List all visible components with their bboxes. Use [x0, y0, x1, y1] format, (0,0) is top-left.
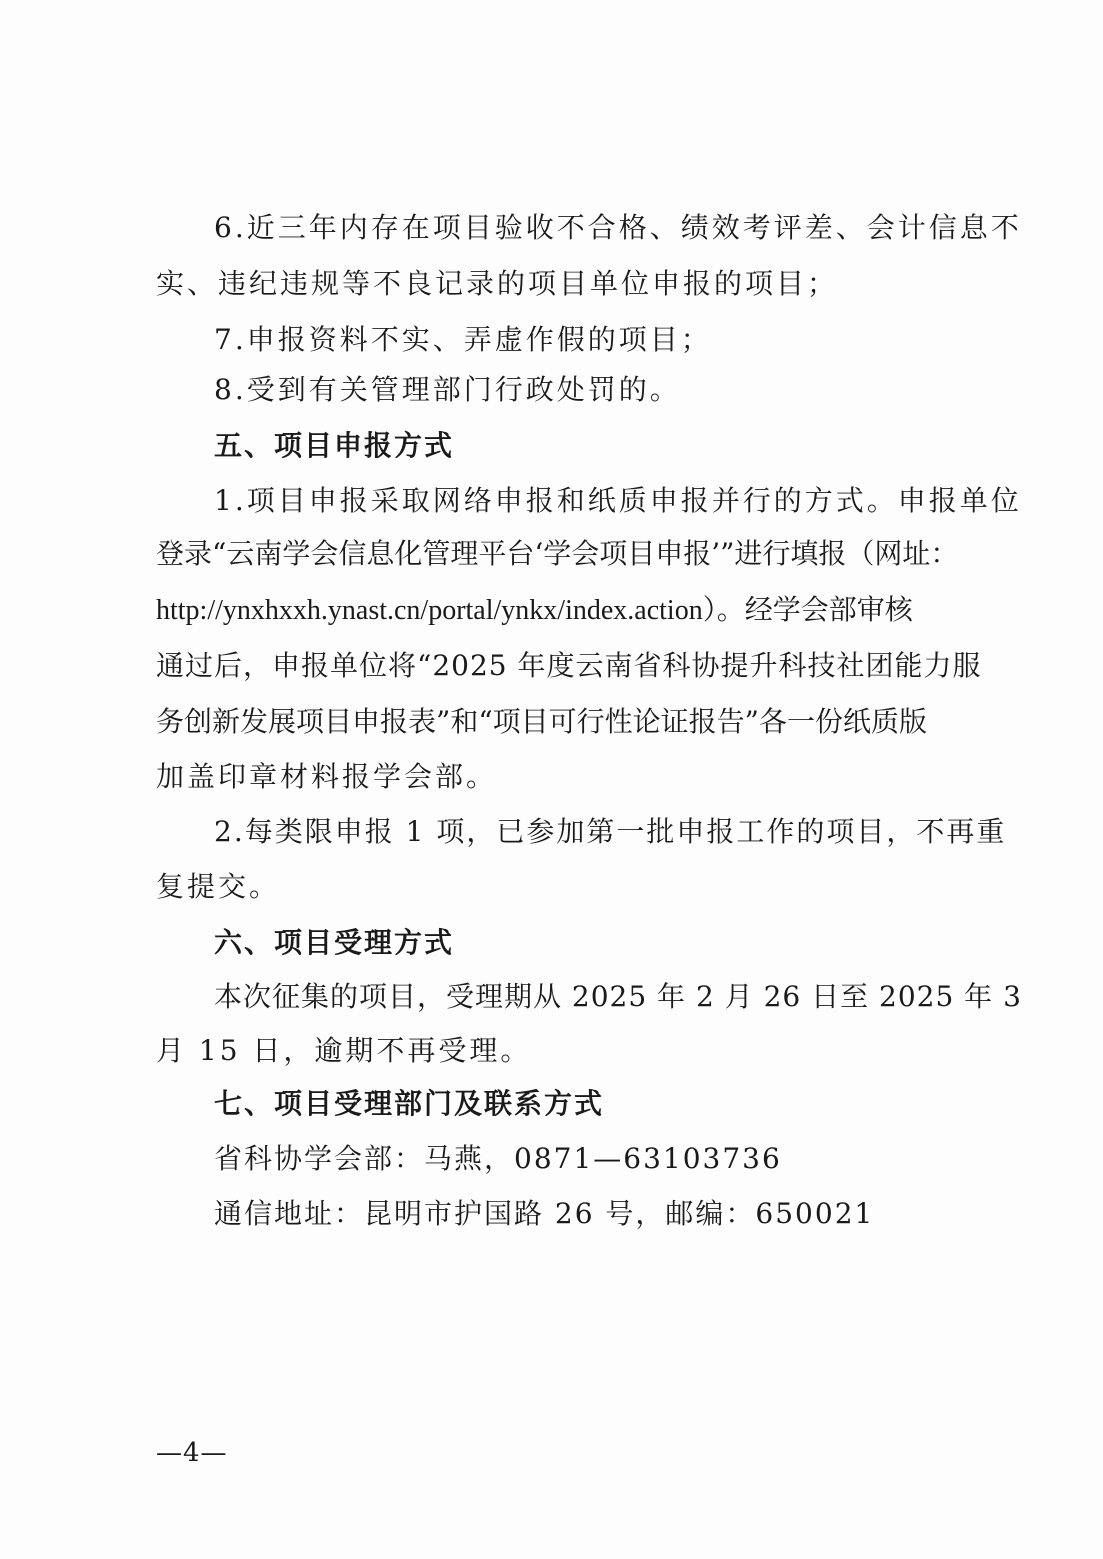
paragraph-5-1-line-4: 通过后，申报单位将“2025 年度云南省科协提升科技社团能力服: [156, 649, 982, 682]
section-heading-6: 六、项目受理方式: [214, 926, 455, 959]
paragraph-5-1-line-2: 登录“云南学会信息化管理平台‘学会项目申报’”进行填报（网址：: [156, 537, 959, 570]
contact-address: 通信地址：昆明市护国路 26 号，邮编：650021: [214, 1197, 875, 1230]
paragraph-item-6-line-1: 6.近三年内存在项目验收不合格、绩效考评差、会计信息不: [214, 211, 1022, 244]
paragraph-5-1-line-1: 1.项目申报采取网络申报和纸质申报并行的方式。申报单位: [214, 484, 1022, 517]
section-heading-5: 五、项目申报方式: [214, 429, 455, 462]
paragraph-5-1-line-6: 加盖印章材料报学会部。: [156, 760, 498, 793]
paragraph-6-line-1: 本次征集的项目，受理期从 2025 年 2 月 26 日至 2025 年 3: [214, 980, 1022, 1013]
paragraph-item-6-line-2: 实、违纪违规等不良记录的项目单位申报的项目；: [156, 267, 839, 300]
paragraph-5-2-line-1: 2.每类限申报 1 项，已参加第一批申报工作的项目，不再重: [214, 815, 1007, 848]
paragraph-item-8: 8.受到有关管理部门行政处罚的。: [214, 373, 681, 406]
paragraph-5-2-line-2: 复提交。: [156, 870, 281, 903]
section-heading-7: 七、项目受理部门及联系方式: [214, 1087, 605, 1120]
paragraph-5-1-line-3-url: http://ynxhxxh.ynast.cn/portal/ynkx/index.action）。经学会部审核: [156, 595, 913, 626]
paragraph-5-1-line-5: 务创新发展项目申报表”和“项目可行性论证报告”各一份纸质版: [156, 705, 927, 738]
paragraph-item-7: 7.申报资料不实、弄虚作假的项目；: [214, 323, 712, 356]
paragraph-6-line-2: 月 15 日，逾期不再受理。: [156, 1034, 532, 1067]
page-number: —4—: [156, 1438, 228, 1468]
contact-department: 省科协学会部：马燕，0871—63103736: [214, 1142, 782, 1175]
